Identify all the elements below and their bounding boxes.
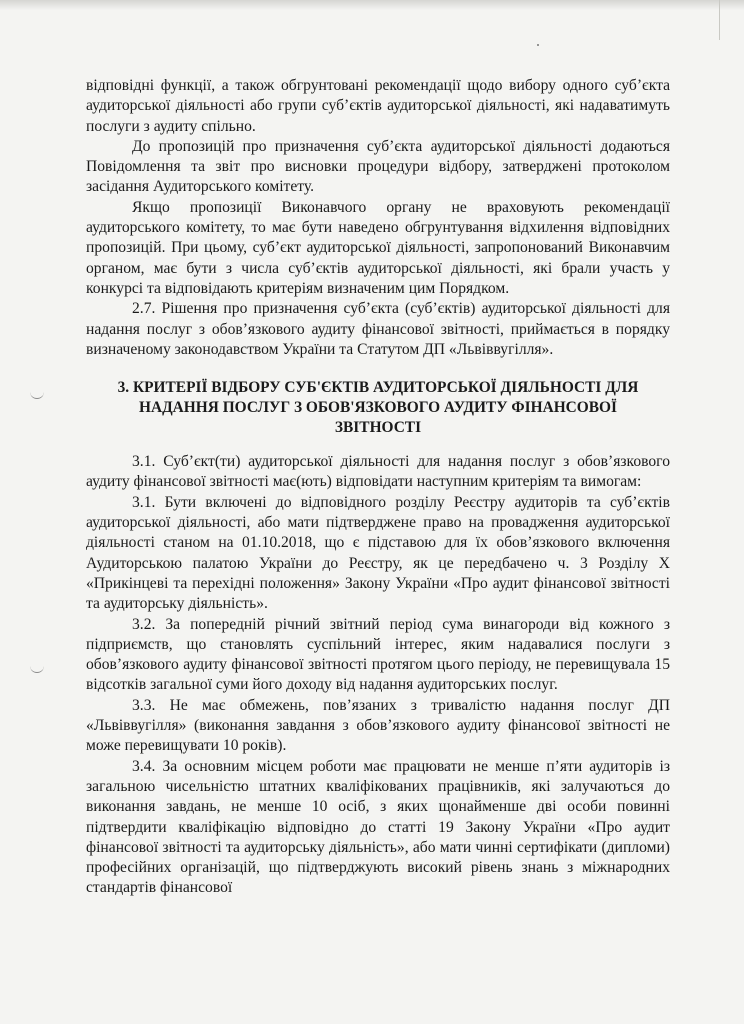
- paragraph-proposals-attachments: До пропозицій про призначення суб’єкта аудиторської діяльності додаються Повідомлення та звіт про висновки процедури відбору, затверджені протоколом засідання Аудиторського комітету.: [86, 137, 670, 196]
- paragraph-proposals-rejection: Якщо пропозиції Виконавчого органу не враховують рекомендації аудиторського комітету, то має бути наведено обгрунтування відхилення відповідних пропозицій. При цьому, суб’єкт аудиторської діяльності, запропонований Виконавчим органом, має бути з числа суб’єктів аудиторської діяльності, які брали участь у конкурсі та відповідають критеріям визначеним цим Порядком.: [86, 198, 670, 297]
- heading-line-3: ЗВІТНОСТІ: [334, 419, 422, 437]
- scan-corner-shadow: [719, 0, 738, 40]
- margin-punch-mark: [30, 666, 44, 673]
- scan-top-edge: [0, 0, 744, 10]
- paragraph-3-4: 3.4. За основним місцем роботи має працювати не менше п’яти аудиторів із загальною чисельністю штатних кваліфікованих працівників, які залучаються до виконання завдань, не менше 10 осіб, з яких щонайменше дві особи повинні підтвердити кваліфікацію відповідно до статті 19 Закону України «Про аудит фінансової звітності та аудиторську діяльність», або мати чинні сертифікати (дипломи) професійних організацій, що підтверджують високий рівень знань з міжнародних стандартів фінансової: [86, 757, 670, 897]
- paragraph-3-1-intro: 3.1. Суб’єкт(ти) аудиторської діяльності для надання послуг з обов’язкового аудиту фінансової звітності має(ють) відповідати наступним критеріям та вимогам:: [86, 453, 670, 491]
- paragraph-3-1-registry: 3.1. Бути включені до відповідного розділу Реєстру аудиторів та суб’єктів аудиторської діяльності, або мати підтверджене право на провадження аудиторської діяльності станом на 01.10.2018, що є підставою для їх обов’язкового включення Аудиторською палатою України до Реєстру, як це передбачено ч. 3 Розділу X «Прикінцеві та перехідні положення» Закону України «Про аудит фінансової звітності та аудиторську діяльність».: [86, 493, 670, 613]
- paragraph-2-7: 2.7. Рішення про призначення суб’єкта (суб’єктів) аудиторської діяльності для надання послуг з обов’язкового аудиту фінансової звітності, приймається в порядку визначеному законодавством України та Статутом ДП «Львіввугілля».: [86, 300, 670, 358]
- paragraph-continuation: відповідні функції, а також обгрунтовані рекомендації щодо вибору одного суб’єкта аудиторської діяльності або групи суб’єктів аудиторської діяльності, які надаватимуть послуги з аудиту спільно.: [86, 77, 670, 135]
- section-3-heading: [86, 378, 670, 438]
- paragraph-3-3: 3.3. Не має обмежень, пов’язаних з тривалістю надання послуг ДП «Львіввугілля» (виконання завдання з обов’язкового аудиту фінансової звітності не може перевищувати 10 років).: [86, 696, 670, 755]
- paragraph-3-2: 3.2. За попередній річний звітний період сума винагороди від кожного з підприємств, що становлять суспільний інтерес, яким надавалися послуги з обов’язкового аудиту фінансової звітності протягом цього періоду, не перевищувала 15 відсотків загальної суми його доходу від надання аудиторських послуг.: [86, 615, 670, 694]
- heading-line-1: 3. КРИТЕРІЇ ВІДБОРУ СУБ'ЄКТІВ АУДИТОРСЬКОЇ ДІЯЛЬНОСТІ ДЛЯ: [117, 379, 639, 397]
- scan-speck: [537, 44, 539, 46]
- margin-punch-mark: [30, 392, 44, 399]
- heading-line-2: НАДАННЯ ПОСЛУГ З ОБОВ'ЯЗКОВОГО АУДИТУ ФІНАНСОВОЇ: [139, 399, 617, 417]
- document-page: [86, 76, 670, 899]
